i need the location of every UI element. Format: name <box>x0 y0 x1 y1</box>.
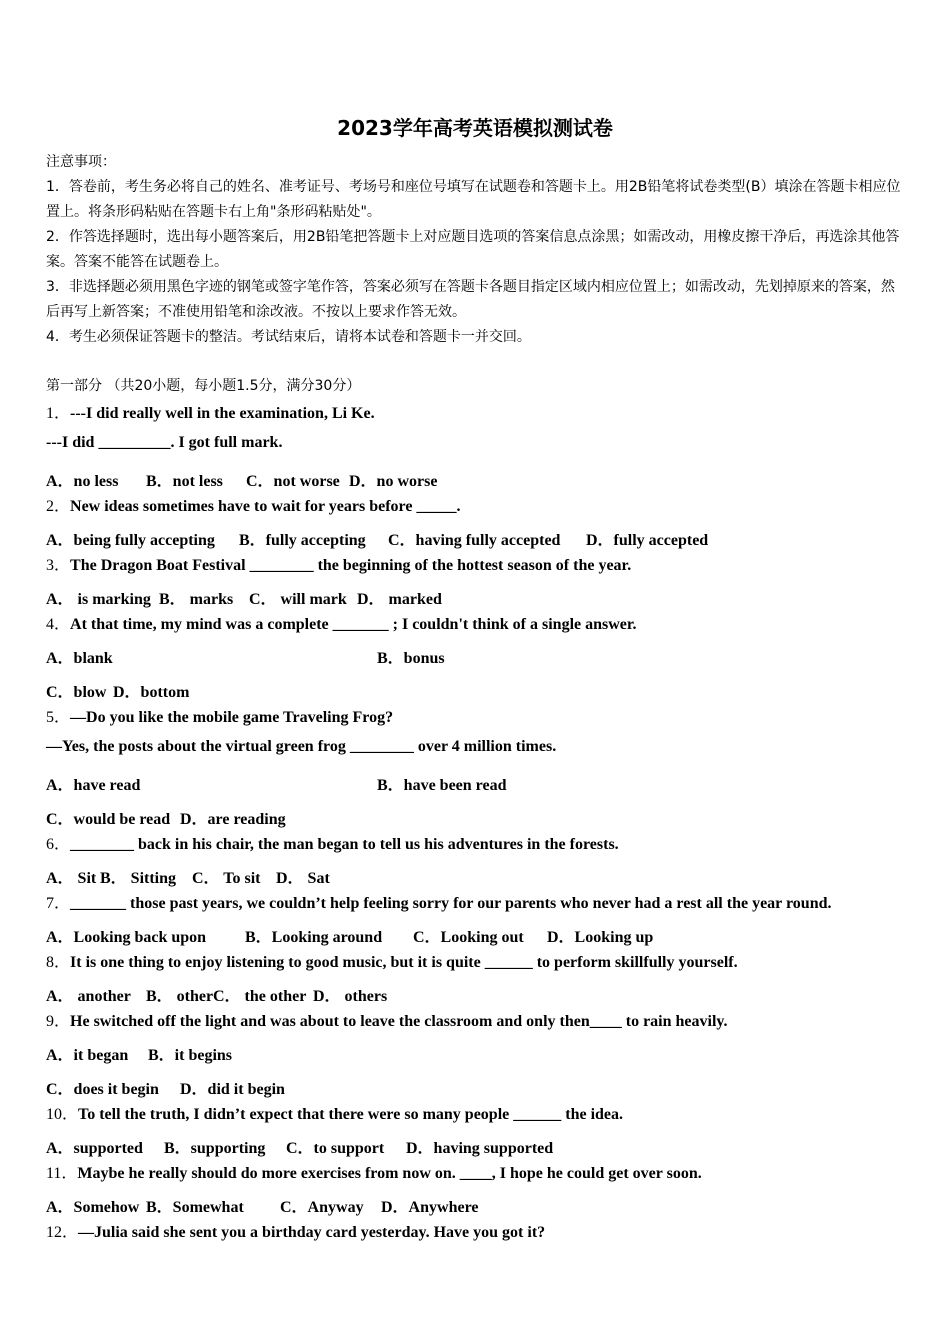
option-c[interactable]: C．does it begin <box>46 1081 159 1098</box>
question-stem: —Do you like the mobile game Traveling Frog? <box>70 709 394 726</box>
question-stem: ---I did really well in the examination, Li Ke. <box>70 405 375 422</box>
section-heading: 第一部分 （共20小题，每小题1.5分，满分30分） <box>46 378 361 394</box>
option-a[interactable]: A． another <box>46 988 131 1005</box>
question-5 <box>46 704 393 727</box>
question-number: 6． <box>46 836 71 853</box>
question-stem: —Julia said she sent you a birthday card yesterday. Have you got it? <box>78 1224 546 1241</box>
question-8-options <box>46 983 387 1006</box>
option-b[interactable]: B． Sitting <box>100 870 177 887</box>
question-number: 2． <box>46 498 71 515</box>
option-a[interactable]: A．supported <box>46 1140 143 1157</box>
question-10-options <box>46 1135 553 1158</box>
question-5-reply: —Yes, the posts about the virtual green frog ________ over 4 million times. <box>46 738 557 755</box>
option-c[interactable]: C．Anyway <box>280 1199 364 1216</box>
option-c[interactable]: C．Looking out <box>413 929 524 946</box>
question-2 <box>46 493 460 516</box>
option-a[interactable]: A．no less <box>46 473 119 490</box>
question-number: 7． <box>46 895 71 912</box>
question-9 <box>46 1008 728 1031</box>
question-12 <box>46 1219 545 1242</box>
question-1 <box>46 400 375 423</box>
option-d[interactable]: D．having supported <box>406 1140 554 1157</box>
notice-heading: 注意事项： <box>46 154 116 170</box>
question-number: 11． <box>46 1165 78 1182</box>
option-a[interactable]: A．Looking back upon <box>46 929 207 946</box>
option-d[interactable]: D．fully accepted <box>586 532 709 549</box>
option-b[interactable]: B．not less <box>146 473 223 490</box>
question-11-options <box>46 1194 478 1217</box>
notice-item: 1．答卷前，考生务必将自己的姓名、准考证号、考场号和座位号填写在试题卷和答题卡上。用2B铅笔将试卷类型(B）填涂在答题卡相应位置上。将条形码粘贴在答题卡右上角"条形码粘贴处"。 <box>46 179 901 220</box>
option-b[interactable]: B．Somewhat <box>146 1199 244 1216</box>
notice-item: 2．作答选择题时，选出每小题答案后，用2B铅笔把答题卡上对应题目选项的答案信息点涂黑；如需改动，用橡皮擦干净后，再选涂其他答案。答案不能答在试题卷上。 <box>46 229 900 270</box>
question-2-options <box>46 527 708 550</box>
question-number: 9． <box>46 1013 71 1030</box>
question-stem: To tell the truth, I didn’t expect that there were so many people ______ the idea. <box>78 1106 624 1123</box>
option-a[interactable]: A．blank <box>46 650 113 667</box>
option-d[interactable]: D． others <box>313 988 388 1005</box>
question-6-options <box>46 865 330 888</box>
question-stem: It is one thing to enjoy listening to good music, but it is quite ______ to perform skillfully yourself. <box>70 954 738 971</box>
question-5-options-row1 <box>46 772 507 795</box>
question-3-options <box>46 586 442 609</box>
question-7 <box>46 890 832 913</box>
option-b[interactable]: B．fully accepting <box>239 532 366 549</box>
notice-item: 4．考生必须保证答题卡的整洁。考试结束后，请将本试卷和答题卡一并交回。 <box>46 329 531 345</box>
option-c[interactable]: C． To sit <box>192 870 261 887</box>
option-a[interactable]: A．Somehow <box>46 1199 140 1216</box>
option-d[interactable]: D．bottom <box>113 684 190 701</box>
option-b[interactable]: B．have been read <box>377 777 507 794</box>
option-d[interactable]: D． marked <box>357 591 442 608</box>
option-b[interactable]: B．Looking around <box>245 929 383 946</box>
question-5-options-row2 <box>46 806 286 829</box>
option-a[interactable]: A．being fully accepting <box>46 532 215 549</box>
question-number: 5． <box>46 709 71 726</box>
question-number: 12． <box>46 1224 79 1241</box>
option-a[interactable]: A．have read <box>46 777 141 794</box>
question-9-options-row1 <box>46 1042 232 1065</box>
question-1-options <box>46 468 437 491</box>
option-c[interactable]: C．having fully accepted <box>388 532 561 549</box>
question-3 <box>46 552 631 575</box>
question-4 <box>46 611 637 634</box>
question-9-options-row2 <box>46 1076 285 1099</box>
option-d[interactable]: D．no worse <box>349 473 438 490</box>
question-number: 8． <box>46 954 71 971</box>
question-stem: _______ those past years, we couldn’t help feeling sorry for our parents who never had a rest all the year round. <box>70 895 832 912</box>
question-8 <box>46 949 738 972</box>
question-stem: The Dragon Boat Festival ________ the beginning of the hottest season of the year. <box>70 557 632 574</box>
option-a[interactable]: A． Sit <box>46 870 97 887</box>
question-number: 3． <box>46 557 71 574</box>
option-b[interactable]: B．supporting <box>164 1140 266 1157</box>
option-c[interactable]: C． the other <box>213 988 307 1005</box>
option-a[interactable]: A． is marking <box>46 591 151 608</box>
question-stem: He switched off the light and was about to leave the classroom and only then____ to rain heavily. <box>70 1013 728 1030</box>
option-d[interactable]: D．Anywhere <box>381 1199 479 1216</box>
option-d[interactable]: D．Looking up <box>547 929 654 946</box>
option-b[interactable]: B． other <box>146 988 214 1005</box>
question-stem: At that time, my mind was a complete _______ ; I couldn't think of a single answer. <box>70 616 637 633</box>
option-c[interactable]: C．blow <box>46 684 107 701</box>
page-title: 2023学年高考英语模拟测试卷 <box>337 116 613 140</box>
question-4-options-row1 <box>46 645 445 668</box>
question-number: 1． <box>46 405 71 422</box>
notice-section <box>46 150 906 350</box>
question-1-reply: ---I did _________. I got full mark. <box>46 434 283 451</box>
option-c[interactable]: C．to support <box>286 1140 385 1157</box>
option-d[interactable]: D．did it begin <box>180 1081 285 1098</box>
option-c[interactable]: C． will mark <box>249 591 347 608</box>
option-d[interactable]: D．are reading <box>180 811 286 828</box>
option-b[interactable]: B． marks <box>159 591 234 608</box>
question-7-options <box>46 924 653 947</box>
question-stem: New ideas sometimes have to wait for years before _____. <box>70 498 461 515</box>
question-10 <box>46 1101 623 1124</box>
option-b[interactable]: B．it begins <box>148 1047 233 1064</box>
question-stem: ________ back in his chair, the man began to tell us his adventures in the forests. <box>70 836 619 853</box>
option-b[interactable]: B．bonus <box>377 650 445 667</box>
question-4-options-row2 <box>46 679 189 702</box>
question-11 <box>46 1160 702 1183</box>
option-a[interactable]: A．it began <box>46 1047 129 1064</box>
question-6 <box>46 831 619 854</box>
option-d[interactable]: D． Sat <box>276 870 330 887</box>
question-number: 10． <box>46 1106 79 1123</box>
notice-item: 3．非选择题必须用黑色字迹的钢笔或签字笔作答，答案必须写在答题卡各题目指定区域内相应位置上；如需改动，先划掉原来的答案，然后再写上新答案；不准使用铅笔和涂改液。不按以上要求作答无效。 <box>46 279 895 320</box>
question-stem: Maybe he really should do more exercises from now on. ____, I hope he could get over soon. <box>77 1165 702 1182</box>
question-number: 4． <box>46 616 71 633</box>
option-c[interactable]: C．would be read <box>46 811 171 828</box>
option-c[interactable]: C．not worse <box>246 473 340 490</box>
